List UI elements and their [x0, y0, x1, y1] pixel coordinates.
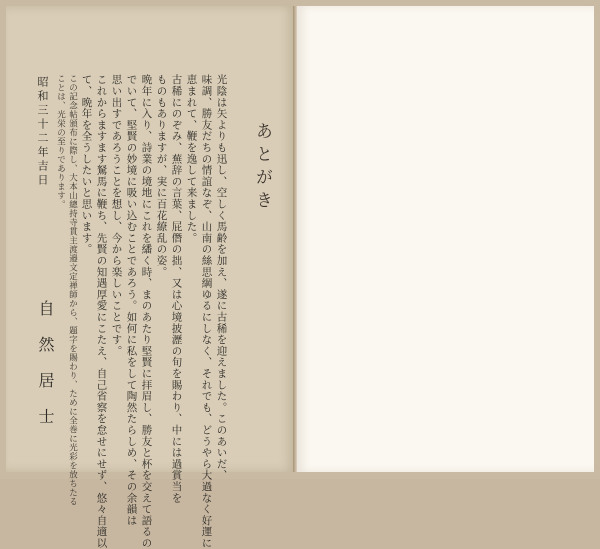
body-line: ものもありますが、実に百花繚乱の姿。 — [155, 74, 168, 278]
body-line: でいて、堅賢の妙境に吸い込むことであろう。如何に私をして陶然たらしめ、その余韻は — [125, 74, 138, 526]
body-line: これからますます駑馬に鞭ち、先賢の知遇厚愛にこたえ、自己省察を怠せにせず、悠々自適以 — [95, 74, 108, 549]
author-signature: 自然居士 — [36, 300, 55, 444]
date-line: 昭和三十二年吉日 — [36, 76, 49, 188]
body-line: 思い出すであろうことを想し、今から楽しいことです。 — [110, 74, 123, 357]
body-line: 古稀にのぞみ、蕪辞の言葉、屁僭の拙、又は心境披瀝の旬を賜わり、中には過賞当を — [170, 74, 183, 504]
body-line: 恵まれて、鞭を逸して来ました。 — [185, 74, 198, 244]
right-blank-page — [297, 6, 594, 472]
note-line: この記念帖頒布に際し、大本山總持寺貫主渡邉文定禅師から、題字を賜わり、ために全巻に光彩を放ちたる — [67, 74, 78, 506]
body-line: て、晩年を全うしたいと思います。 — [80, 74, 93, 255]
note-line: ことは、光栄の至りであります。 — [55, 74, 66, 209]
body-line: 晩年に入り、詩業の境地にこれを繙く時、まのあたり堅賢に拝眉し、勝友と杯を交えて語るの — [140, 74, 153, 549]
afterword-heading: あとがき — [252, 122, 272, 214]
body-line: 味調、勝友だちの情誼なぞ、山南の絲思綱ゆるにしなく、それでも、どうやら大過なく好運に — [200, 74, 213, 549]
body-line: 光陰は矢よりも迅し、空しく馬齢を加え、遂に古稀を迎えました。このあいだ、 — [215, 74, 228, 481]
